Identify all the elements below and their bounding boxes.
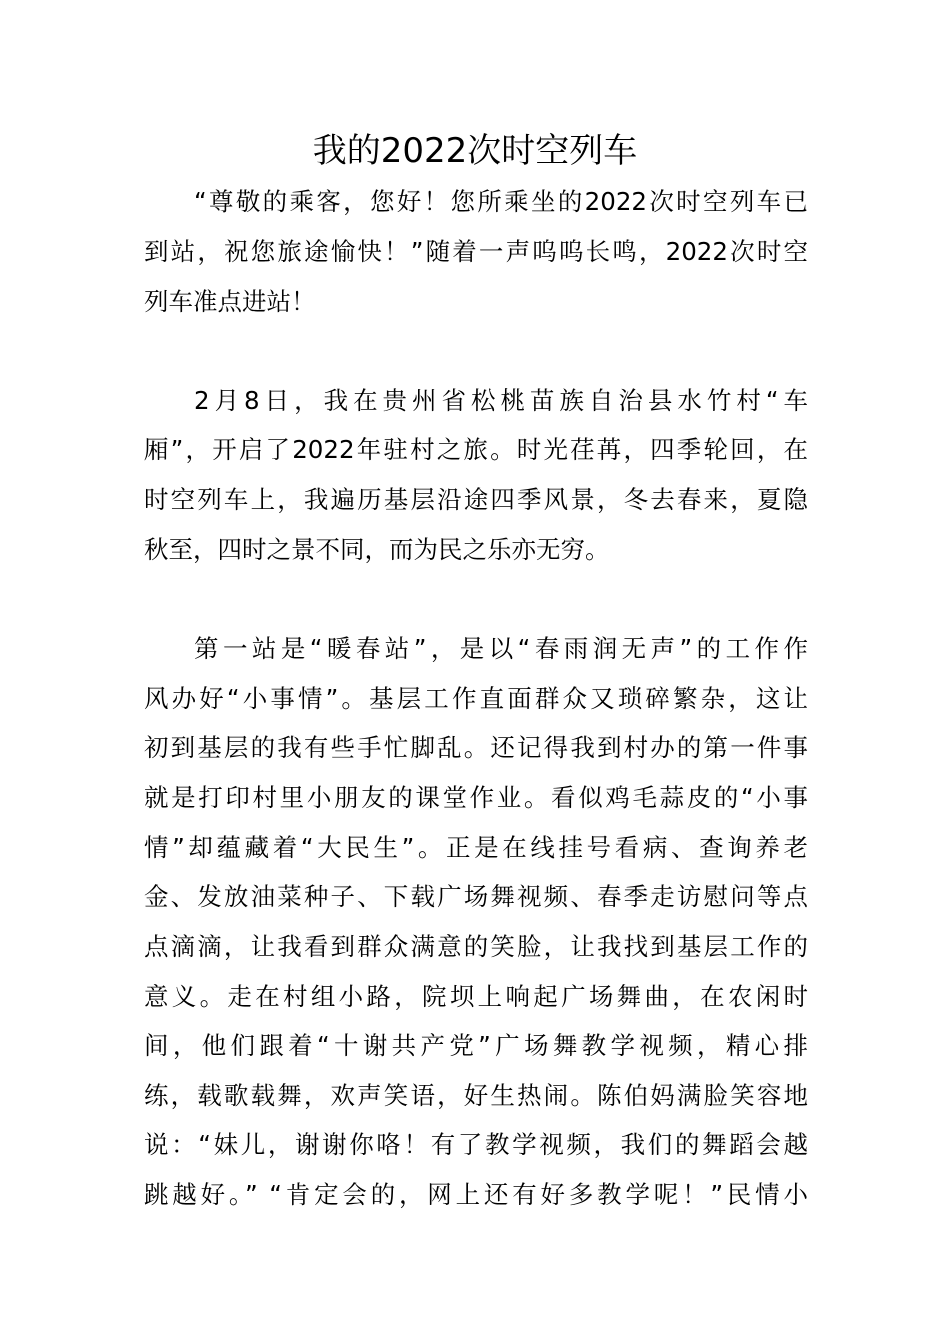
- text-line: 间，他们跟着“十谢共产党”广场舞教学视频，精心排: [144, 1031, 808, 1060]
- document-title: 我的2022次时空列车: [312, 131, 638, 171]
- text-line: 2月8日，我在贵州省松桃苗族自治县水竹村“车: [194, 386, 808, 415]
- text-line: 说：“妹儿，谢谢你咯！有了教学视频，我们的舞蹈会越: [144, 1130, 808, 1159]
- text-line: 就是打印村里小朋友的课堂作业。看似鸡毛蒜皮的“小事: [144, 783, 808, 812]
- text-line: 练，载歌载舞，欢声笑语，好生热闹。陈伯妈满脸笑容地: [144, 1081, 808, 1110]
- text-line: 第一站是“暖春站”，是以“春雨润无声”的工作作: [194, 634, 808, 663]
- text-line: “尊敬的乘客，您好！您所乘坐的2022次时空列车已: [194, 187, 808, 216]
- text-line: 到站，祝您旅途愉快！”随着一声呜呜长鸣，2022次时空: [144, 237, 808, 266]
- text-line: 跳越好。” “肯定会的，网上还有好多教学呢！”民情小: [144, 1180, 808, 1209]
- text-line: 厢”，开启了2022年驻村之旅。时光荏苒，四季轮回，在: [144, 435, 808, 464]
- text-line: 列车准点进站！: [144, 287, 316, 316]
- text-line: 时空列车上，我遍历基层沿途四季风景，冬去春来，夏隐: [144, 485, 808, 514]
- text-line: 秋至，四时之景不同，而为民之乐亦无穷。: [144, 535, 610, 564]
- text-line: 风办好“小事情”。基层工作直面群众又琐碎繁杂，这让: [144, 684, 808, 713]
- text-line: 初到基层的我有些手忙脚乱。还记得我到村办的第一件事: [144, 733, 808, 762]
- text-line: 金、发放油菜种子、下载广场舞视频、春季走访慰问等点: [144, 882, 808, 911]
- text-line: 点滴滴，让我看到群众满意的笑脸，让我找到基层工作的: [144, 932, 808, 961]
- text-line: 情”却蕴藏着“大民生”。正是在线挂号看病、查询养老: [144, 833, 808, 862]
- text-line: 意义。走在村组小路，院坝上响起广场舞曲，在农闲时: [144, 982, 808, 1011]
